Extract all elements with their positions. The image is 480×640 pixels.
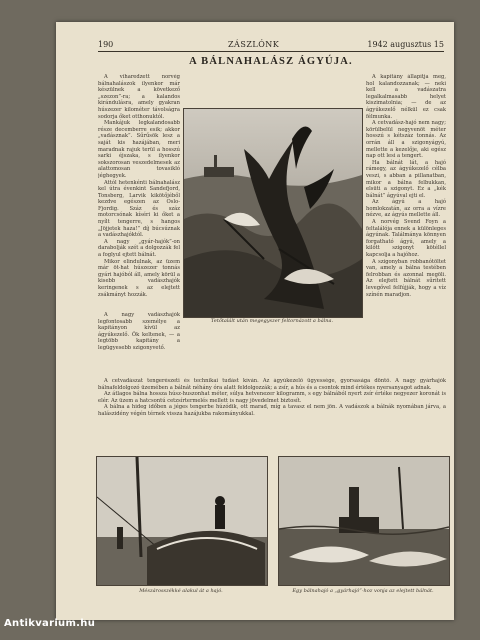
butchering-photo-illustration [97,457,267,585]
text-column-right [366,74,446,374]
text-column-left-lower [98,312,180,372]
magazine-page [56,22,454,620]
paragraph: A nagy vadászhajók legfontosabb személye a kapitányon kívül az ágyúkezelő. Ők keltenek, — a legtöbb kapitány a legügyesebb szigonyvető. [98,312,180,351]
right-photo-caption: Egy bálnahajó a „gyárhajó”-hoz vonja az elejtett bálnát. [292,588,434,594]
article-title: A BÁLNAHALÁSZ ÁGYÚJA. [189,56,353,67]
paragraph: Attól hetenkénti bálnahalász kel útra évenkint Sandefjord, Tonsberg, Larvik kikötőjéből kezdve egészen az Oslo-Fjordig. Száz és száz motorcsónak kíséri ki őket a nyílt tengerre, s hangos „Jöjjetek haza!” díj búcsúznak a vadászhajóktól. [98,179,180,239]
issue-date: 1942 augusztus 15 [367,40,444,49]
towing-photo-illustration [279,457,449,585]
text-full-width [98,378,446,458]
paragraph: Az ágyú a hajó homlokzatán, az orra a vízre nézve, az ágyús mellette áll. [366,199,446,219]
magazine-title: ZÁSZLÓNK [228,40,280,49]
photo-butchering-ship [96,456,268,586]
page-header [98,39,444,52]
paragraph: Mikor elindulnak, az üzem már öt-hat húszezer tonnás gyári hajóból áll, amely körül a kisebb vadászhajók keringenek s az elejtett zsákmányt hozzák. [98,258,180,298]
page-number: 190 [98,40,114,49]
paragraph: A norvég Svend Foyn a feltalálója ennek a különleges ágyúnak. Találmánya könnyen forgatható ágyú, amely a kilőtt szigonyt kötéllel kapcsolja a hajóhoz. [366,219,446,259]
watermark-text: Antikvarium.hu [4,618,96,629]
main-photo-caption: Tetőtalált után megegyszer feltornázott a bálna. [210,318,334,324]
paragraph: A cetvadász-hajó nem nagy; körülbelül negyvenöt méter hosszú s kétszáz tonnás. Az orrán áll a szigonyágyú, mellette a kezelője, aki egész nap ott lesi a tengert. [366,120,446,160]
paragraph: A viharedzett norvég bálnahalászok ilyenkor már készülnek a következő „szezon”-ra; a kalandos kirándulásra, amely gyakran húszezer kilométer távolságra sodorja őket otthonuktól. [98,74,180,120]
photo-whaler-towing [278,456,450,586]
paragraph: Az átlagos bálna hossza húsz-huszonhat méter, súlya hetvenezer kilogramm, s egy bálnából nyert zsír értéke negyezer koronát is elér. Az üzem a hatcsontú cetzsírtermelés mellett is nagy jövedelmet biztosít. [98,391,446,404]
left-photo-caption: Mészárosszékké alakul át a hajó. [139,588,223,594]
whale-photo-illustration [184,109,362,317]
photo-whale-harpooned [183,108,363,318]
paragraph: A cetvadászat tengerészeti és technikai tudást kíván. Az ágyúkezelő ügyessége, gyorsasága döntő. A nagy gyárhajók bálnafeldolgozó üzemében a bálnát néhány óra alatt feldolgozzák; a zsír, a hús és a csontok mind értékes nyersanyagot adnak. [98,378,446,391]
paragraph: A kapitány állapítja meg, hol kalandozzanak; — neki kell a vadászatra legalkalmasabb helyet kiszimatolnia; — de az ágyúkezelő nélkül ez csak félmunka. [366,74,446,120]
paragraph: A nagy „gyár-hajók”-on darabolják szét a dolgozzák fel a foglyul ejtett bálnát. [98,238,180,259]
paragraph: Ha bálnát lát, a hajó rámegy, az ágyúkezelő célba veszi, s abban a pillanatban, mikor a bálna felbukkan, elsüti a szigonyt. Ez a „kék bálnát” ágyúval ejti el. [366,159,446,199]
paragraph: A bálna a hideg időben a jéges tengerbe húzódik, ott marad, míg a tavasz el nem jön. A vadászok a bálnák nyomában járva, a halászidény végén térnek vissza hazájukba rakományukkal. [98,404,446,417]
paragraph: A szigonyban robbanótöltet van, amely a bálna testében felrobban és azonnal megöli. Az elejtett bálnát sűrített levegővel felfújják, hogy a víz színén maradjon. [366,258,446,298]
text-column-left [98,74,180,308]
paragraph: Mankájuk legkalandosabb része decemberre esik; akkor „vadásznak”. Sűrűsök lesz a saját kis hazájában, meri maradnak rajuk terül a hosszú sarki éjszaka, s ilyenkor sokszorosan veszedelmesek az alattomosan tovasikló jéghegyek. [98,120,180,179]
